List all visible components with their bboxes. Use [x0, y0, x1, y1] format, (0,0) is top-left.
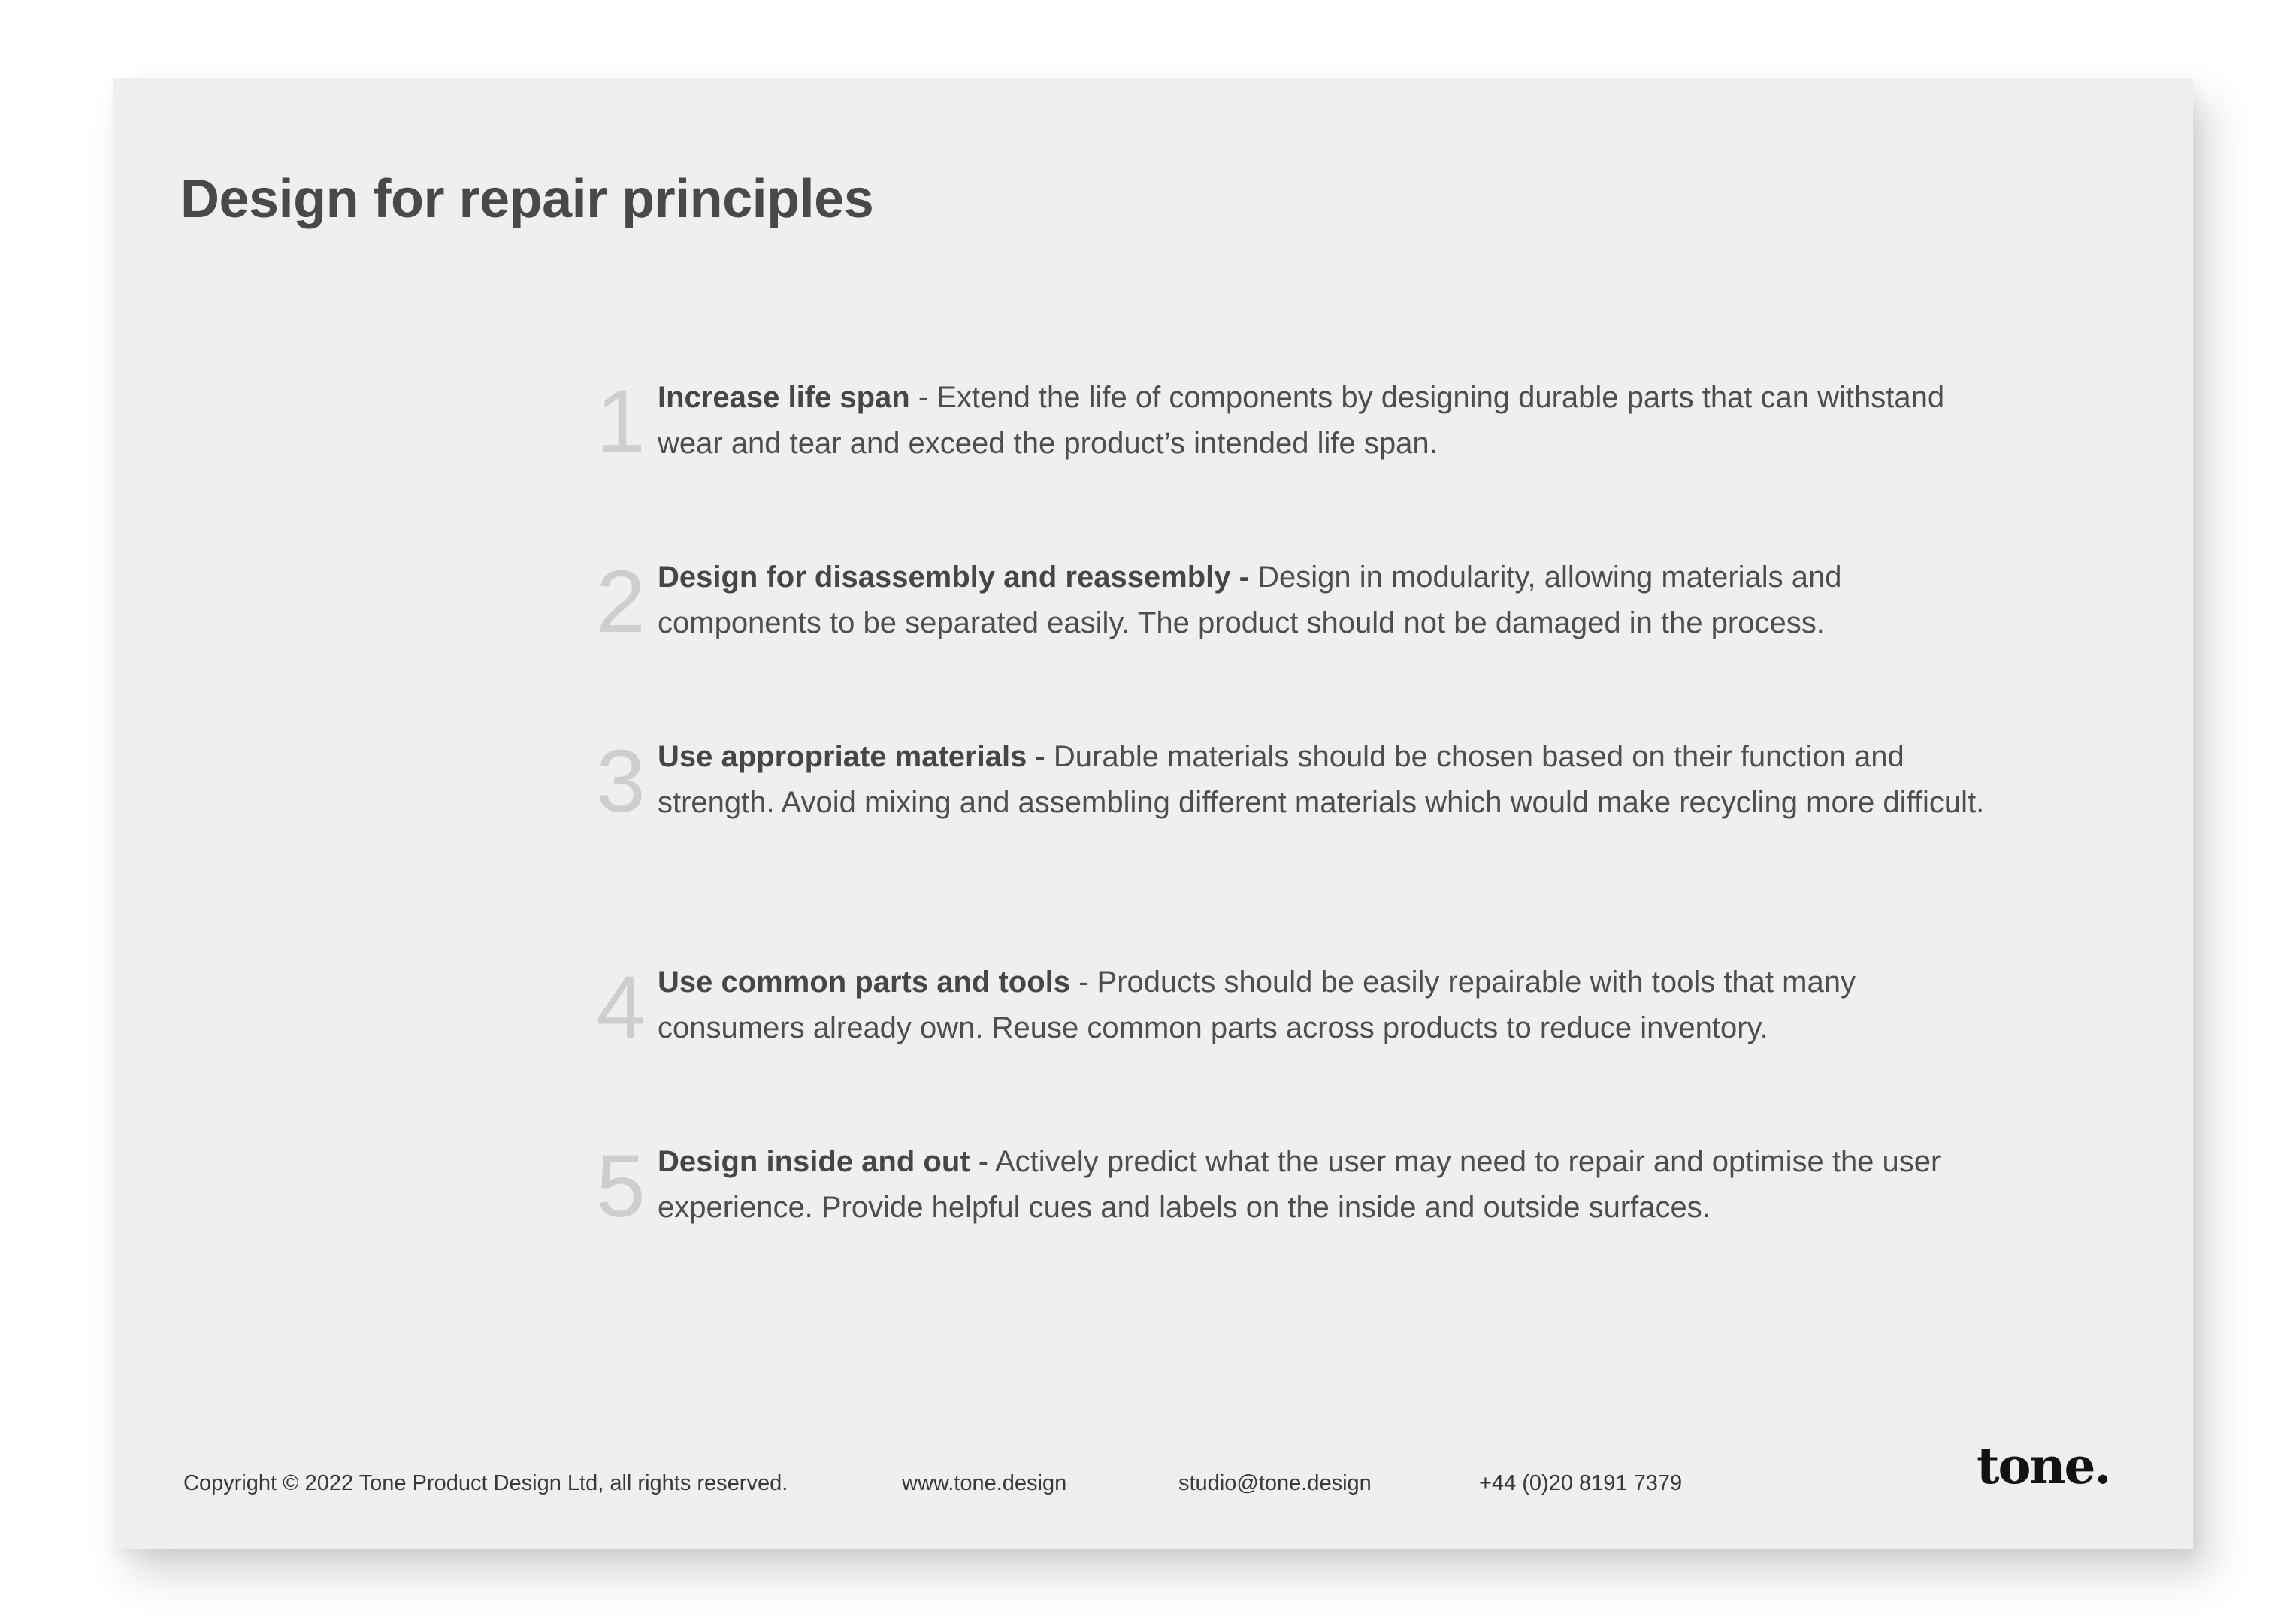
principle-heading: Increase life span [658, 381, 910, 414]
principle-number: 3 [596, 732, 646, 831]
tone-logo [1977, 1437, 2139, 1495]
principle-number: 1 [596, 372, 646, 471]
principle-heading: Design inside and out [658, 1145, 970, 1178]
email-link[interactable]: studio@tone.design [1178, 1471, 1372, 1495]
page-title: Design for repair principles [180, 169, 874, 229]
principle-heading: Design for disassembly and reassembly - [658, 561, 1249, 594]
principle-text: Actively predict what the user may need to repair and optimise the user experience. Provide helpful cues and labels on the inside and outside surfaces. [658, 1145, 1941, 1224]
principle-text: Durable materials should be chosen based on their function and strength. Avoid mixing and assembling different materials which would make recycling more difficult. [658, 740, 1985, 819]
principle-description [658, 734, 1995, 826]
principle-text: Products should be easily repairable with tools that many consumers already own. Reuse common parts across products to reduce inventory. [658, 966, 1856, 1044]
principle-separator: - [909, 381, 937, 414]
principle-heading: Use common parts and tools [658, 966, 1070, 999]
document-page [113, 78, 2193, 1549]
principle-text: Design in modularity, allowing materials and components to be separated easily. The product should not be damaged in the process. [658, 561, 1842, 639]
principle-text: Extend the life of components by designing durable parts that can withstand wear and tear and exceed the product’s intended life span. [658, 381, 1945, 460]
tone-logo-text: tone. [1977, 1437, 2110, 1495]
principle-description [658, 555, 1995, 646]
principle-separator [1045, 740, 1054, 773]
principle-number: 4 [596, 958, 646, 1057]
copyright-text: Copyright © 2022 Tone Product Design Ltd, all rights reserved. [183, 1471, 788, 1495]
principle-description [658, 375, 1995, 467]
principle-heading: Use appropriate materials - [658, 740, 1045, 773]
principle-number: 5 [596, 1137, 646, 1236]
principle-separator [1249, 561, 1257, 594]
principle-separator: - [970, 1145, 995, 1178]
website-link[interactable]: www.tone.design [902, 1471, 1067, 1495]
principle-separator: - [1069, 966, 1097, 999]
principle-number: 2 [596, 552, 646, 651]
phone-number: +44 (0)20 8191 7379 [1479, 1471, 1683, 1495]
principle-description [658, 1139, 1995, 1231]
principle-description [658, 960, 1995, 1051]
